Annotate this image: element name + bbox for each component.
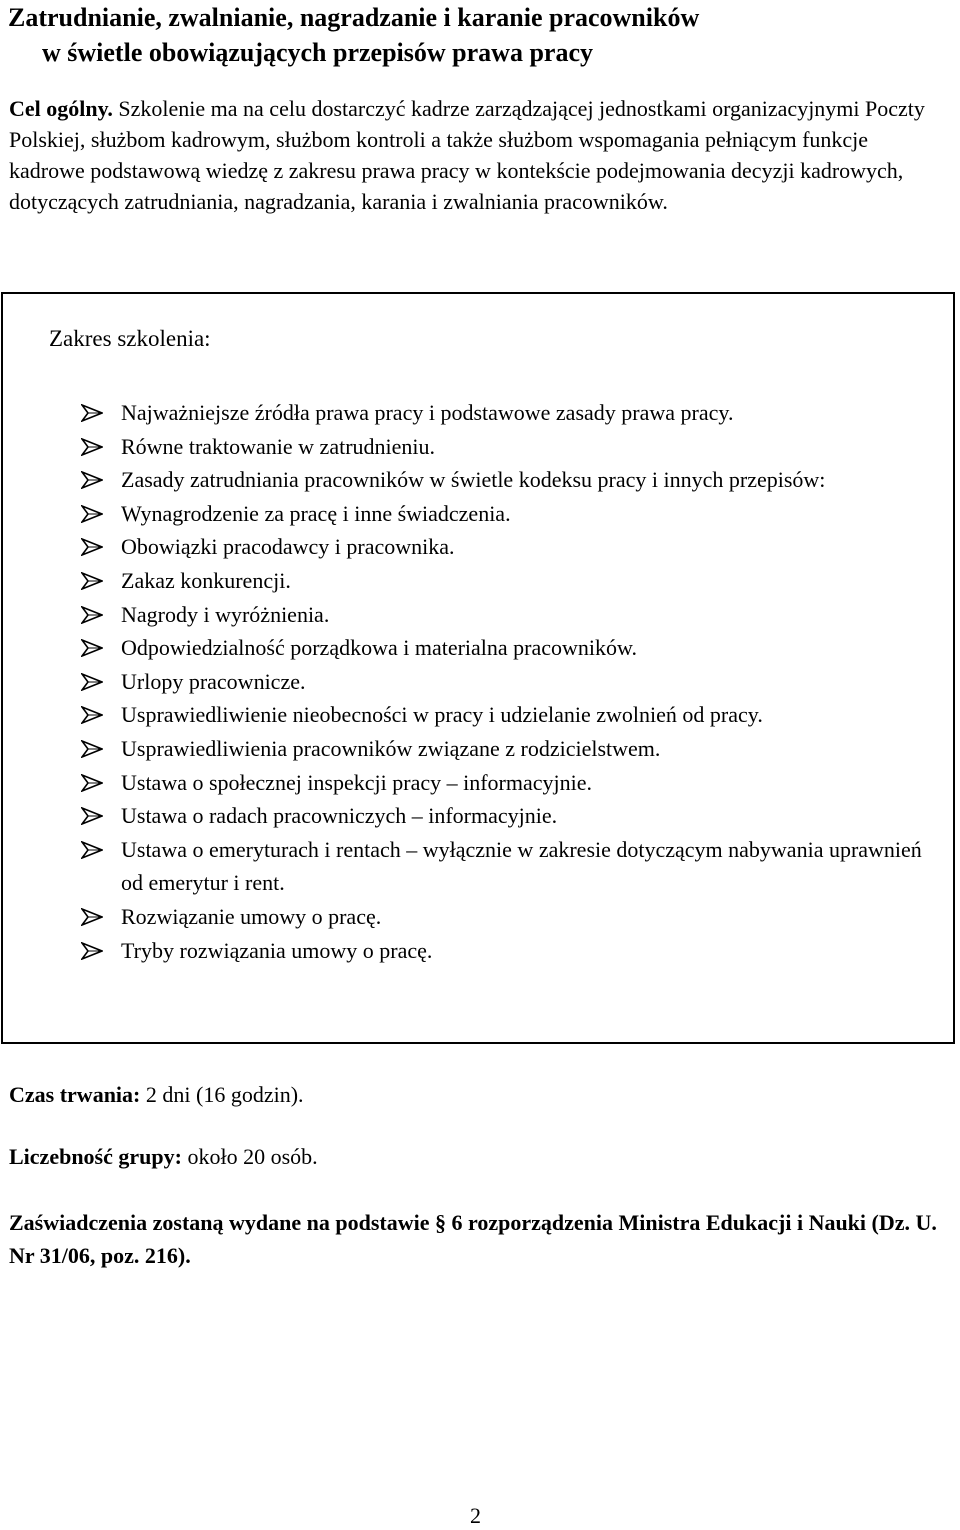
scope-list-item (81, 900, 941, 934)
scope-heading: Zakres szkolenia: (49, 326, 211, 351)
scope-item-text: Ustawa o radach pracowniczych – informacyjnie. (121, 803, 558, 829)
duration-value: 2 dni (16 godzin). (140, 1082, 304, 1107)
arrowhead-bullet-icon (81, 698, 105, 732)
scope-list-item (81, 934, 941, 968)
scope-item-text: Równe traktowanie w zatrudnieniu. (121, 433, 436, 459)
scope-list-item (81, 564, 941, 598)
scope-list-item (81, 766, 941, 800)
arrowhead-bullet-icon (81, 833, 105, 867)
arrowhead-bullet-icon (81, 934, 105, 968)
title-line-1: Zatrudnianie, zwalnianie, nagradzanie i karanie pracowników (8, 3, 700, 32)
scope-list-item (81, 799, 941, 833)
scope-item-text: Odpowiedzialność porządkowa i materialna pracowników. (121, 635, 638, 661)
scope-list-item (81, 665, 941, 699)
arrowhead-bullet-icon (81, 564, 105, 598)
scope-item-text: Ustawa o społecznej inspekcji pracy – informacyjnie. (121, 769, 593, 795)
arrowhead-bullet-icon (81, 463, 105, 497)
scope-item-text: Zasady zatrudniania pracowników w świetle kodeksu pracy i innych przepisów: (121, 467, 826, 493)
scope-item-text: Najważniejsze źródła prawa pracy i podstawowe zasady prawa pracy. (121, 400, 734, 425)
scope-item-text: Usprawiedliwienia pracowników związane z rodzicielstwem. (121, 735, 661, 761)
arrowhead-bullet-icon (81, 732, 105, 766)
group-size-label: Liczebność grupy: (9, 1144, 182, 1169)
duration-line (9, 1080, 304, 1110)
scope-list-item (81, 698, 941, 732)
arrowhead-bullet-icon (81, 598, 105, 632)
arrowhead-bullet-icon (81, 631, 105, 665)
scope-item-text: Usprawiedliwienie nieobecności w pracy i udzielanie zwolnień od pracy. (121, 702, 763, 728)
scope-list-item (81, 463, 941, 497)
arrowhead-bullet-icon (81, 396, 105, 430)
objective-paragraph (9, 93, 939, 217)
scope-item-text: Wynagrodzenie za pracę i inne świadczenia. (121, 500, 511, 526)
arrowhead-bullet-icon (81, 665, 105, 699)
scope-item-text: Obowiązki pracodawcy i pracownika. (121, 534, 455, 560)
scope-item-text: Nagrody i wyróżnienia. (121, 601, 330, 627)
scope-list-item (81, 598, 941, 632)
arrowhead-bullet-icon (81, 497, 105, 531)
scope-item-text: Urlopy pracownicze. (121, 668, 306, 694)
training-scope-box (1, 292, 955, 1044)
arrowhead-bullet-icon (81, 430, 105, 464)
scope-list-item (81, 430, 941, 464)
scope-item-text: Tryby rozwiązania umowy o pracę. (121, 937, 433, 963)
title-line-2: w świetle obowiązujących przepisów prawa pracy (42, 38, 593, 67)
arrowhead-bullet-icon (81, 799, 105, 833)
scope-list-item (81, 732, 941, 766)
page-number: 2 (470, 1503, 481, 1528)
duration-label: Czas trwania: (9, 1082, 141, 1107)
scope-item-text: Ustawa o emeryturach i rentach – wyłącznie w zakresie dotyczącym nabywania uprawnień od emerytur i rent. (121, 836, 922, 896)
scope-item-text: Zakaz konkurencji. (121, 567, 291, 593)
scope-list-item (81, 530, 941, 564)
scope-list-item (81, 631, 941, 665)
scope-list-item (81, 497, 941, 531)
scope-list-item (81, 396, 941, 430)
objective-text: Szkolenie ma na celu dostarczyć kadrze zarządzającej jednostkami organizacyjnymi Poczty Polskiej, służbom kadrowym, służbom kontroli a także służbom wspomagania pełniącym funkcje kadrowe podstawową wiedzę z zakresu prawa pracy w kontekście podejmowania decyzji kadrowych, dotyczących zatrudniania, nagradzania, karania i zwalniania pracowników. (9, 96, 925, 214)
arrowhead-bullet-icon (81, 766, 105, 800)
group-size-value: około 20 osób. (181, 1144, 318, 1169)
document-title (0, 0, 900, 70)
arrowhead-bullet-icon (81, 900, 105, 934)
scope-list (81, 396, 941, 967)
group-size-line (9, 1142, 318, 1172)
scope-item-text: Rozwiązanie umowy o pracę. (121, 903, 382, 929)
certificate-note: Zaświadczenia zostaną wydane na podstawie § 6 rozporządzenia Ministra Edukacji i Nauki (Dz. U. Nr 31/06, poz. 216). (9, 1210, 937, 1268)
scope-list-item (81, 833, 941, 900)
arrowhead-bullet-icon (81, 530, 105, 564)
objective-label: Cel ogólny. (9, 96, 113, 121)
